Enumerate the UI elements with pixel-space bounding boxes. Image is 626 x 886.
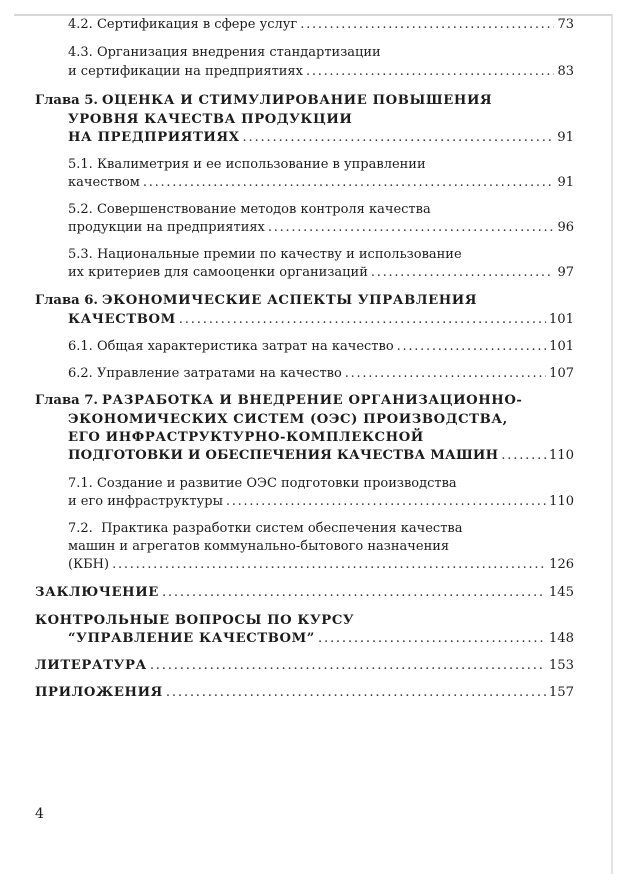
toc-entry-7-1-line2[interactable] bbox=[68, 492, 574, 511]
toc-entry-page: 110 bbox=[548, 448, 574, 463]
leader-dots bbox=[112, 555, 546, 574]
toc-entry-title: 4.2. Сертификация в сфере услуг bbox=[68, 17, 298, 32]
toc-entry-title: и сертификации на предприятиях bbox=[68, 64, 303, 79]
toc-entry-5-3-line2[interactable] bbox=[68, 263, 574, 282]
leader-dots bbox=[501, 446, 546, 465]
toc-entry-6-2[interactable] bbox=[68, 364, 574, 383]
leader-dots bbox=[243, 128, 555, 147]
toc-entry-title: ЗАКЛЮЧЕНИЕ bbox=[35, 585, 159, 600]
toc-entry-page: 101 bbox=[548, 312, 574, 327]
toc-entry-title: “УПРАВЛЕНИЕ КАЧЕСТВОМ” bbox=[68, 631, 315, 646]
toc-entry-7-2-line1[interactable] bbox=[68, 519, 574, 538]
toc-entry-7-2-line3[interactable] bbox=[68, 555, 574, 574]
toc-entry-title: 7.1. Создание и развитие ОЭС подготовки производства bbox=[68, 476, 457, 491]
toc-entry-page: 107 bbox=[549, 366, 574, 381]
toc-entry-title: и его инфраструктуры bbox=[68, 494, 223, 509]
chapter-title: ЭКОНОМИЧЕСКИХ СИСТЕМ (ОЭС) ПРОИЗВОДСТВА, bbox=[68, 412, 508, 427]
chapter-title: ЕГО ИНФРАСТРУКТУРНО-КОМПЛЕКСНОЙ bbox=[68, 430, 424, 445]
toc-entry-7-2-line2[interactable] bbox=[68, 537, 574, 556]
toc-entry-page: 101 bbox=[549, 339, 574, 354]
toc-entry-4-3-line1[interactable] bbox=[68, 43, 574, 62]
toc-entry-page: 148 bbox=[548, 631, 574, 646]
toc-chapter-7-line4[interactable] bbox=[68, 446, 574, 465]
leader-dots bbox=[166, 683, 546, 702]
toc-entry-questions-line1[interactable] bbox=[35, 611, 574, 630]
toc-entry-title: 7.2. Практика разработки систем обеспечения качества bbox=[68, 521, 463, 536]
chapter-title: ПОДГОТОВКИ И ОБЕСПЕЧЕНИЯ КАЧЕСТВА МАШИН bbox=[68, 448, 499, 463]
toc-entry-title: продукции на предприятиях bbox=[68, 220, 265, 235]
leader-dots bbox=[318, 629, 546, 648]
toc-entry-title: 5.3. Национальные премии по качеству и использование bbox=[68, 247, 462, 262]
toc-entry-page: 91 bbox=[557, 175, 574, 190]
leader-dots bbox=[143, 173, 555, 192]
toc-entry-literature[interactable] bbox=[35, 656, 574, 675]
chapter-title: НА ПРЕДПРИЯТИЯХ bbox=[68, 130, 240, 145]
leader-dots bbox=[371, 263, 555, 282]
chapter-label: Глава 6. bbox=[35, 293, 99, 308]
toc-entry-title: их критериев для самооценки организаций bbox=[68, 265, 368, 280]
toc-entry-page: 110 bbox=[549, 494, 574, 509]
toc-chapter-7-line2[interactable] bbox=[68, 410, 574, 429]
toc-chapter-5-line3[interactable] bbox=[68, 128, 574, 147]
chapter-label: Глава 5. bbox=[35, 93, 99, 108]
toc-entry-page: 157 bbox=[548, 685, 574, 700]
toc-entry-title: (КБН) bbox=[68, 557, 110, 572]
toc-entry-page: 153 bbox=[548, 658, 574, 673]
leader-dots bbox=[397, 337, 547, 356]
leader-dots bbox=[162, 583, 546, 602]
toc-entry-page: 73 bbox=[557, 17, 574, 32]
toc-chapter-5-line2[interactable] bbox=[68, 110, 574, 129]
leader-dots bbox=[268, 218, 555, 237]
toc-entry-page: 96 bbox=[557, 220, 574, 235]
toc-entry-page: 91 bbox=[557, 130, 574, 145]
toc-entry-title: ПРИЛОЖЕНИЯ bbox=[35, 685, 163, 700]
toc-entry-4-3-line2[interactable] bbox=[68, 62, 574, 81]
leader-dots bbox=[226, 492, 546, 511]
leader-dots bbox=[179, 310, 546, 329]
leader-dots bbox=[150, 656, 546, 675]
chapter-title: ОЦЕНКА И СТИМУЛИРОВАНИЕ ПОВЫШЕНИЯ bbox=[102, 93, 493, 108]
toc-entry-appendices[interactable] bbox=[35, 683, 574, 702]
chapter-title: УРОВНЯ КАЧЕСТВА ПРОДУКЦИИ bbox=[68, 112, 353, 127]
toc-entry-5-1-line2[interactable] bbox=[68, 173, 574, 192]
toc-entry-title: машин и агрегатов коммунально-бытового назначения bbox=[68, 539, 450, 554]
toc-entry-title: 6.1. Общая характеристика затрат на качество bbox=[68, 339, 394, 354]
toc-entry-5-1-line1[interactable] bbox=[68, 155, 574, 174]
toc-entry-title: 5.2. Совершенствование методов контроля качества bbox=[68, 202, 431, 217]
page-number: 4 bbox=[35, 806, 44, 822]
toc-entry-title: КОНТРОЛЬНЫЕ ВОПРОСЫ ПО КУРСУ bbox=[35, 613, 355, 628]
toc-entry-title: 6.2. Управление затратами на качество bbox=[68, 366, 342, 381]
toc-entry-page: 145 bbox=[548, 585, 574, 600]
toc-entry-title: 5.1. Квалиметрия и ее использование в управлении bbox=[68, 157, 426, 172]
toc-entry-5-3-line1[interactable] bbox=[68, 245, 574, 264]
chapter-title: РАЗРАБОТКА И ВНЕДРЕНИЕ ОРГАНИЗАЦИОННО- bbox=[102, 393, 523, 408]
chapter-title: ЭКОНОМИЧЕСКИЕ АСПЕКТЫ УПРАВЛЕНИЯ bbox=[102, 293, 478, 308]
toc-entry-4-2[interactable] bbox=[68, 15, 574, 34]
toc-entry-page: 97 bbox=[557, 265, 574, 280]
toc-entry-5-2-line2[interactable] bbox=[68, 218, 574, 237]
toc-entry-6-1[interactable] bbox=[68, 337, 574, 356]
toc-chapter-6-line1[interactable] bbox=[35, 291, 574, 310]
toc-chapter-5-line1[interactable] bbox=[35, 91, 574, 110]
toc-entry-conclusion[interactable] bbox=[35, 583, 574, 602]
toc-entry-page: 83 bbox=[557, 64, 574, 79]
toc-entry-questions-line2[interactable] bbox=[68, 629, 574, 648]
toc-entry-title: ЛИТЕРАТУРА bbox=[35, 658, 147, 673]
leader-dots bbox=[345, 364, 546, 383]
toc-entry-5-2-line1[interactable] bbox=[68, 200, 574, 219]
toc-chapter-6-line2[interactable] bbox=[68, 310, 574, 329]
toc-chapter-7-line3[interactable] bbox=[68, 428, 574, 447]
toc-entry-page: 126 bbox=[549, 557, 574, 572]
chapter-label: Глава 7. bbox=[35, 393, 99, 408]
toc-entry-title: качеством bbox=[68, 175, 140, 190]
toc-entry-7-1-line1[interactable] bbox=[68, 474, 574, 493]
leader-dots bbox=[306, 62, 554, 81]
toc-entry-title: 4.3. Организация внедрения стандартизации bbox=[68, 45, 381, 60]
toc-chapter-7-line1[interactable] bbox=[35, 391, 574, 410]
chapter-title: КАЧЕСТВОМ bbox=[68, 312, 176, 327]
leader-dots bbox=[300, 15, 554, 34]
